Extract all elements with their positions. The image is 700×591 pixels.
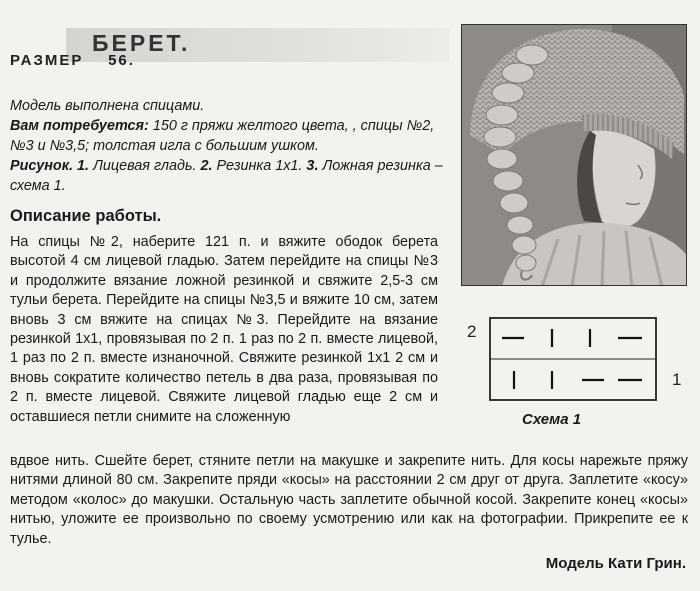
pattern-1-number: 1.: [72, 158, 89, 174]
description-paragraph-part1: На спицы №2, наберите 121 п. и вяжите ободок берета высотой 4 см лицевой гладью. Затем перейдите на спицы №3 и продолжите вязание ложной резинкой и свяжите 2,5-3 см тульи берета. Перейдите на спицы №3,5 и вяжите 10 см, затем вновь 3 см вяжите на спицах №3. Перейдите на вязание резинкой 1х1, провязывая по 2 п. 1 раз по 2 п. вместе лицевой, 1 раз по 2 п. вместе изнаночной. Свяжите резинкой 1х1 2 см и вновь сократите количество петель в два раза, провязывая по 2 п. вместе лицевой. Свяжите лицевой гладью еще 2 см и оставшиеся петли снимите на сложенную: [10, 234, 438, 425]
materials-label: Вам потребуется:: [10, 118, 149, 134]
pattern-3-text: Ложная резинка – схема 1.: [10, 158, 443, 194]
intro-line: Модель выполнена спицами.: [10, 98, 205, 114]
scheme-1-grid: [488, 316, 658, 402]
pattern-2-number: 2.: [196, 158, 213, 174]
beret-photo-illustration: [462, 25, 687, 286]
size-label: РАЗМЕР 56.: [10, 52, 135, 69]
scheme-row-2-number: 2: [467, 322, 477, 341]
pattern-1-text: Лицевая гладь.: [88, 158, 197, 174]
scheme-row-1-number: 1: [672, 370, 682, 389]
materials-text: 150 г пряжи желтого цвета, , спицы №2, №3 и №3,5; толстая игла с большим ушком.: [10, 118, 435, 154]
description-paragraph-part2: вдвое нить. Сшейте берет, стяните петли на макушке и закрепите нить. Для косы нарежьте пряжу нитями длиной 80 см. Закрепите пряди «косы» на расстоянии 2 см друг от друга. Заплетите «косу» методом «колос» до макушки. Остальную часть заплетите обычной косой. Закрепите конец «косы» нитью, уложите ее произвольно по своему усмотрению или как на фотографии. Прикрепите ее к тулье.: [10, 453, 688, 547]
page-title: БЕРЕТ.: [92, 30, 191, 56]
pattern-label: Рисунок.: [10, 158, 73, 174]
pattern-3-number: 3.: [302, 158, 319, 174]
scheme-label: Схема 1: [522, 411, 582, 428]
beret-photo: [461, 24, 687, 286]
intro-block: [10, 96, 450, 196]
model-credit: Модель Кати Грин.: [545, 555, 686, 572]
description-heading: Описание работы.: [10, 207, 162, 225]
pattern-2-text: Резинка 1х1.: [212, 158, 303, 174]
